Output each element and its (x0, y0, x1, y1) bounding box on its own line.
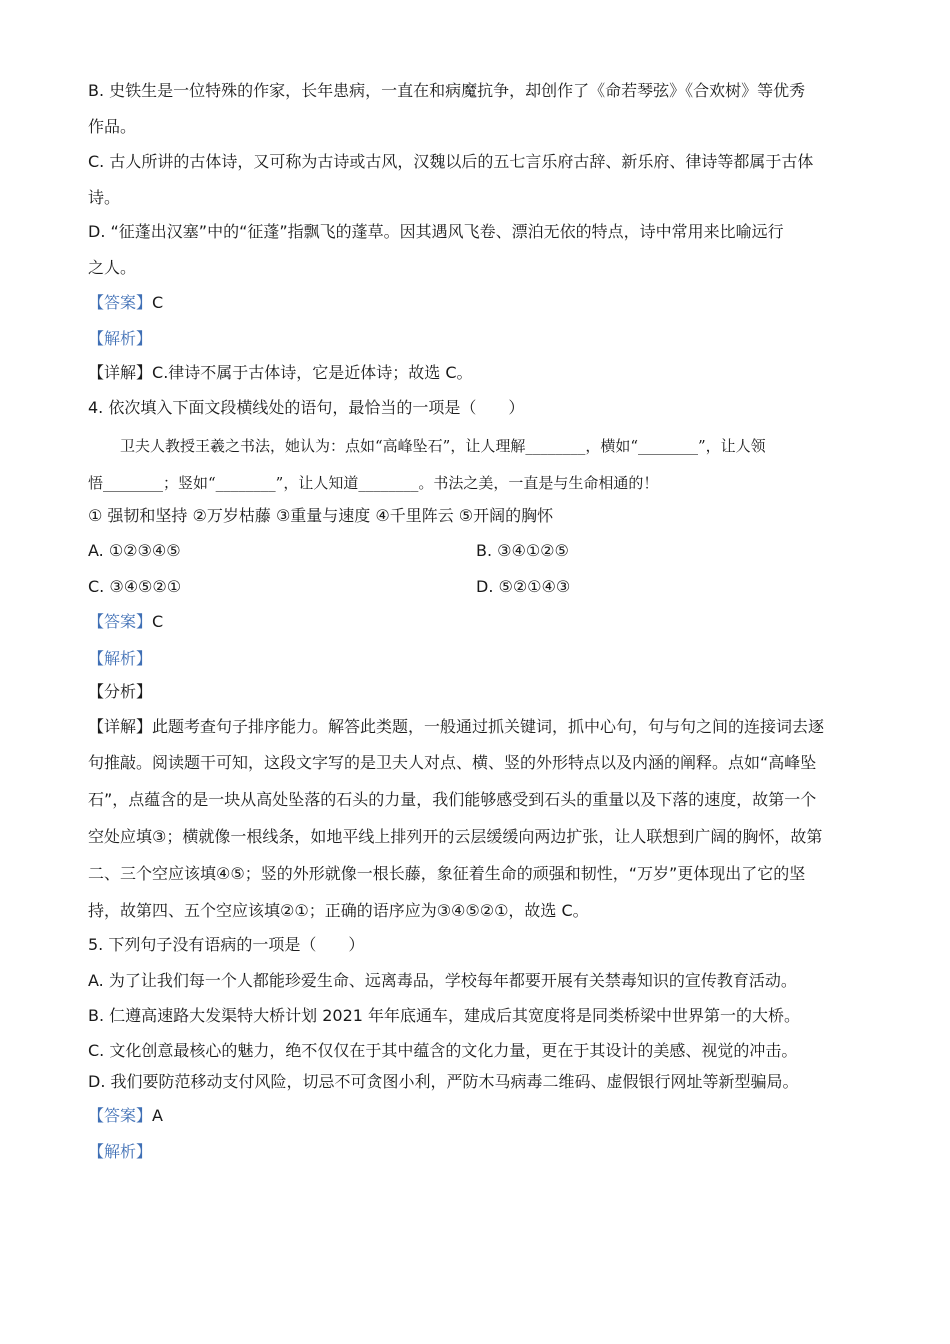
answer-tag: 【答案】 (88, 612, 153, 631)
q4-passage-line2: 悟________；竖如“________”，让人知道________。书法之美，一直是与生命相通的！ (88, 474, 659, 492)
answer-value: C (152, 293, 164, 312)
q4-option-a: A. ①②③④⑤ (88, 541, 181, 560)
q4-detail-line6: 持，故第四、五个空应该填②①；正确的语序应为③④⑤②①，故选 C。 (88, 901, 589, 920)
q3-option-b-line1: B. 史铁生是一位特殊的作家，长年患病，一直在和病魔抗争，却创作了《命若琴弦》《合欢树》等优秀 (88, 81, 806, 100)
q3-option-d-line2: 之人。 (88, 258, 137, 277)
q4-passage-line1: 卫夫人教授王羲之书法，她认为：点如“高峰坠石”，让人理解________，横如“________”，让人领 (120, 437, 766, 455)
q4-option-c: C. ③④⑤②① (88, 577, 182, 596)
q5-option-a: A. 为了让我们每一个人都能珍爱生命、远离毒品，学校每年都要开展有关禁毒知识的宣传教育活动。 (88, 971, 797, 990)
answer-value: A (152, 1106, 163, 1125)
q4-analysis-tag: 【解析】 (88, 649, 153, 668)
answer-tag: 【答案】 (88, 293, 153, 312)
q5-option-c: C. 文化创意最核心的魅力，绝不仅仅在于其中蕴含的文化力量，更在于其设计的美感、视觉的冲击。 (88, 1041, 798, 1060)
detail-text: 此题考查句子排序能力。解答此类题，一般通过抓关键词，抓中心句，句与句之间的连接词去逐 (152, 717, 825, 736)
q3-option-b-line2: 作品。 (88, 117, 137, 136)
q3-option-c-line2: 诗。 (88, 188, 121, 207)
q3-answer (88, 293, 163, 313)
q4-fenxi-tag: 【分析】 (88, 682, 153, 701)
q4-option-d: D. ⑤②①④③ (476, 577, 571, 596)
answer-tag: 【答案】 (88, 1106, 153, 1125)
detail-text: C.律诗不属于古体诗，它是近体诗；故选 C。 (152, 363, 473, 382)
q5-option-d: D. 我们要防范移动支付风险，切忌不可贪图小利，严防木马病毒二维码、虚假银行网址等新型骗局。 (88, 1072, 799, 1091)
q3-option-d-line1: D. “征蓬出汉塞”中的“征蓬”指飘飞的蓬草。因其遇风飞卷、漂泊无依的特点，诗中常用来比喻远行 (88, 222, 784, 241)
q5-answer (88, 1106, 163, 1126)
q5-option-b: B. 仁遵高速路大发渠特大桥计划 2021 年年底通车，建成后其宽度将是同类桥梁中世界第一的大桥。 (88, 1006, 801, 1025)
q5-stem: 5. 下列句子没有语病的一项是（ ） (88, 935, 365, 954)
detail-tag: 【详解】 (88, 363, 153, 382)
answer-value: C (152, 612, 164, 631)
q4-option-b: B. ③④①②⑤ (476, 541, 569, 560)
q3-option-c-line1: C. 古人所讲的古体诗，又可称为古诗或古风，汉魏以后的五七言乐府古辞、新乐府、律诗等都属于古体 (88, 152, 814, 171)
q4-detail-line4: 空处应填③；横就像一根线条，如地平线上排列开的云层缓缓向两边扩张，让人联想到广阔的胸怀，故第 (88, 827, 823, 846)
q4-detail-line2: 句推敲。阅读题干可知，这段文字写的是卫夫人对点、横、竖的外形特点以及内涵的阐释。点如“高峰坠 (88, 753, 817, 772)
q4-detail-line1 (88, 717, 824, 737)
q4-detail-line5: 二、三个空应该填④⑤；竖的外形就像一根长藤，象征着生命的顽强和韧性，“万岁”更体现出了它的坚 (88, 864, 806, 883)
q4-detail-line3: 石”，点蕴含的是一块从高处坠落的石头的力量，我们能够感受到石头的重量以及下落的速度，故第一个 (88, 790, 817, 809)
q4-choices: ① 强韧和坚持 ②万岁枯藤 ③重量与速度 ④千里阵云 ⑤开阔的胸怀 (88, 506, 554, 525)
q4-stem: 4. 依次填入下面文段横线处的语句，最恰当的一项是（ ） (88, 398, 525, 417)
q3-analysis-tag: 【解析】 (88, 329, 153, 348)
detail-tag: 【详解】 (88, 717, 153, 736)
q3-detail (88, 363, 473, 383)
q5-analysis-tag: 【解析】 (88, 1142, 153, 1161)
q4-answer (88, 612, 163, 632)
